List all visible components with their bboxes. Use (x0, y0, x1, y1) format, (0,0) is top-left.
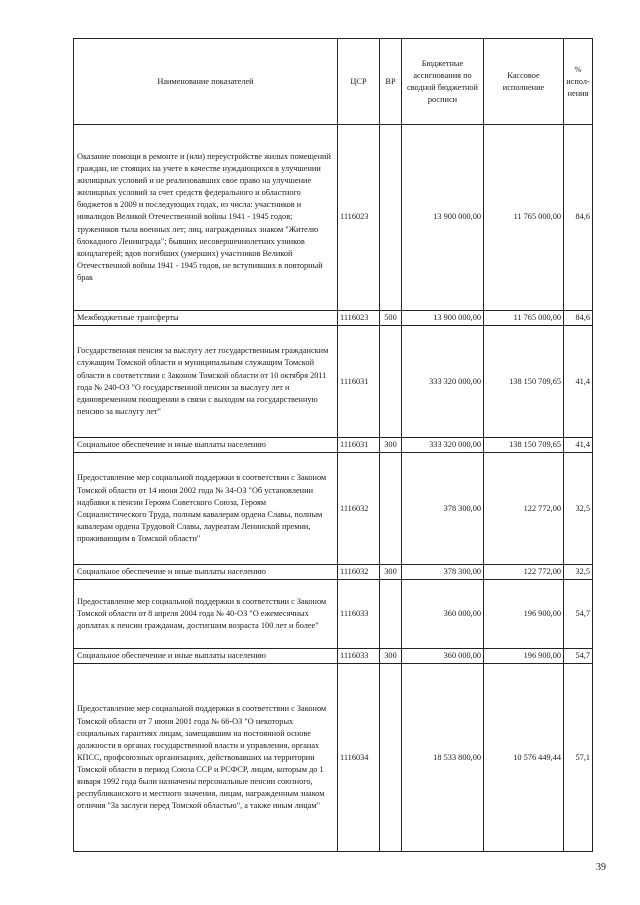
row-name: Предоставление мер социальной поддержки в соответствии с Законом Томской области от 7 июня 2001 года № 66-ОЗ "О некоторых социальных гарантиях лицам, замещавшим на постоянной основе должности в органах государственной власти и управления, органах КПСС, профсоюзных организациях, действовавших на территории Томской области в период Союза ССР и РСФСР, лицам, которым до 1 января 1992 года были назначены персональные пенсии союзного, республиканского и местного значения, лицам, награжденным знаком отличия "За заслуги перед Томской областью", а также иным лицам" (74, 664, 338, 852)
header-budget: Бюджетные ассигнования по сводной бюджетной росписи (402, 39, 484, 125)
row-cash: 138 150 709,65 (484, 326, 564, 438)
row-csr: 1116032 (338, 453, 380, 565)
row-budget: 360 000,00 (402, 649, 484, 664)
row-vr (380, 326, 402, 438)
row-cash: 122 772,00 (484, 565, 564, 580)
row-percent: 84,6 (564, 311, 593, 326)
row-budget: 13 900 000,00 (402, 125, 484, 311)
row-csr: 1116032 (338, 565, 380, 580)
row-vr: 300 (380, 649, 402, 664)
row-name: Социальное обеспечение и иные выплаты населению (74, 565, 338, 580)
row-name: Социальное обеспечение и иные выплаты населению (74, 438, 338, 453)
row-budget: 378 300,00 (402, 453, 484, 565)
row-name: Социальное обеспечение и иные выплаты населению (74, 649, 338, 664)
row-vr (380, 125, 402, 311)
header-percent: % испол- нения (564, 39, 593, 125)
row-csr: 1116033 (338, 649, 380, 664)
header-csr: ЦСР (338, 39, 380, 125)
row-budget: 18 533 800,00 (402, 664, 484, 852)
table-row (74, 565, 593, 580)
header-row (74, 39, 593, 125)
row-csr: 1116031 (338, 326, 380, 438)
row-percent: 57,1 (564, 664, 593, 852)
row-percent: 32,5 (564, 565, 593, 580)
row-cash: 11 765 000,00 (484, 311, 564, 326)
row-vr: 300 (380, 565, 402, 580)
row-budget: 333 320 000,00 (402, 438, 484, 453)
table-row (74, 326, 593, 438)
row-vr: 500 (380, 311, 402, 326)
row-cash: 196 900,00 (484, 580, 564, 649)
row-csr: 1116033 (338, 580, 380, 649)
row-csr: 1116031 (338, 438, 380, 453)
row-percent: 84,6 (564, 125, 593, 311)
row-name: Предоставление мер социальной поддержки в соответствии с Законом Томской области от 14 июня 2002 года № 34-ОЗ "Об установлении надбавки к пенсии Героям Советского Союза, Героям Социалистического Труда, полным кавалерам ордена Славы, полным кавалерам ордена Трудовой Славы, лауреатам Ленинской премии, проживающим в Томской области" (74, 453, 338, 565)
row-percent: 41,4 (564, 326, 593, 438)
header-name: Наименование показателей (74, 39, 338, 125)
row-name: Предоставление мер социальной поддержки в соответствии с Законом Томской области от 8 апреля 2004 года № 40-ОЗ "О ежемесячных доплатах к пенсии гражданам, достигшим возраста 100 лет и более" (74, 580, 338, 649)
header-cash: Кассовое исполнение (484, 39, 564, 125)
row-csr: 1116023 (338, 311, 380, 326)
row-csr: 1116034 (338, 664, 380, 852)
row-percent: 41,4 (564, 438, 593, 453)
table-row (74, 453, 593, 565)
table-row (74, 438, 593, 453)
row-vr (380, 664, 402, 852)
row-cash: 196 900,00 (484, 649, 564, 664)
table-row (74, 649, 593, 664)
table-row (74, 664, 593, 852)
row-budget: 378 300,00 (402, 565, 484, 580)
row-name: Государственная пенсия за выслугу лет государственным гражданским служащим Томской области и муниципальным служащим Томской области в соответствии с Законом Томской области от 10 октября 2011 года № 240-ОЗ "О государственной пенсии за выслугу лет и единовременном поощрении в связи с выходом на государственную пенсию за выслугу лет" (74, 326, 338, 438)
row-percent: 54,7 (564, 580, 593, 649)
row-cash: 122 772,00 (484, 453, 564, 565)
budget-table (73, 38, 593, 852)
row-cash: 138 150 709,65 (484, 438, 564, 453)
row-budget: 333 320 000,00 (402, 326, 484, 438)
row-percent: 32,5 (564, 453, 593, 565)
row-budget: 13 900 000,00 (402, 311, 484, 326)
table-row (74, 580, 593, 649)
row-name: Оказание помощи в ремонте и (или) переустройстве жилых помещений граждан, не стоящих на учете в качестве нуждающихся в улучшении жилищных условий и не реализовавших свое право на улучшение жилищных условий за счет средств федерального и областного бюджетов в 2009 и последующих годах, из числа: участников и инвалидов Великой Отечественной войны 1941 - 1945 годов; тружеников тыла военных лет; лиц, награжденных знаком "Жителю блокадного Ленинграда"; бывших несовершеннолетних узников концлагерей; вдов погибших (умерших) участников Великой Отечественной войны 1941 - 1945 годов, не вступивших в повторный брак (74, 125, 338, 311)
row-vr: 300 (380, 438, 402, 453)
row-cash: 10 576 449,44 (484, 664, 564, 852)
table-row (74, 125, 593, 311)
row-csr: 1116023 (338, 125, 380, 311)
row-vr (380, 580, 402, 649)
row-cash: 11 765 000,00 (484, 125, 564, 311)
row-budget: 360 000,00 (402, 580, 484, 649)
table-row (74, 311, 593, 326)
row-name: Межбюджетные трансферты (74, 311, 338, 326)
row-percent: 54,7 (564, 649, 593, 664)
page-number: 39 (596, 862, 606, 873)
row-vr (380, 453, 402, 565)
header-vr: ВР (380, 39, 402, 125)
